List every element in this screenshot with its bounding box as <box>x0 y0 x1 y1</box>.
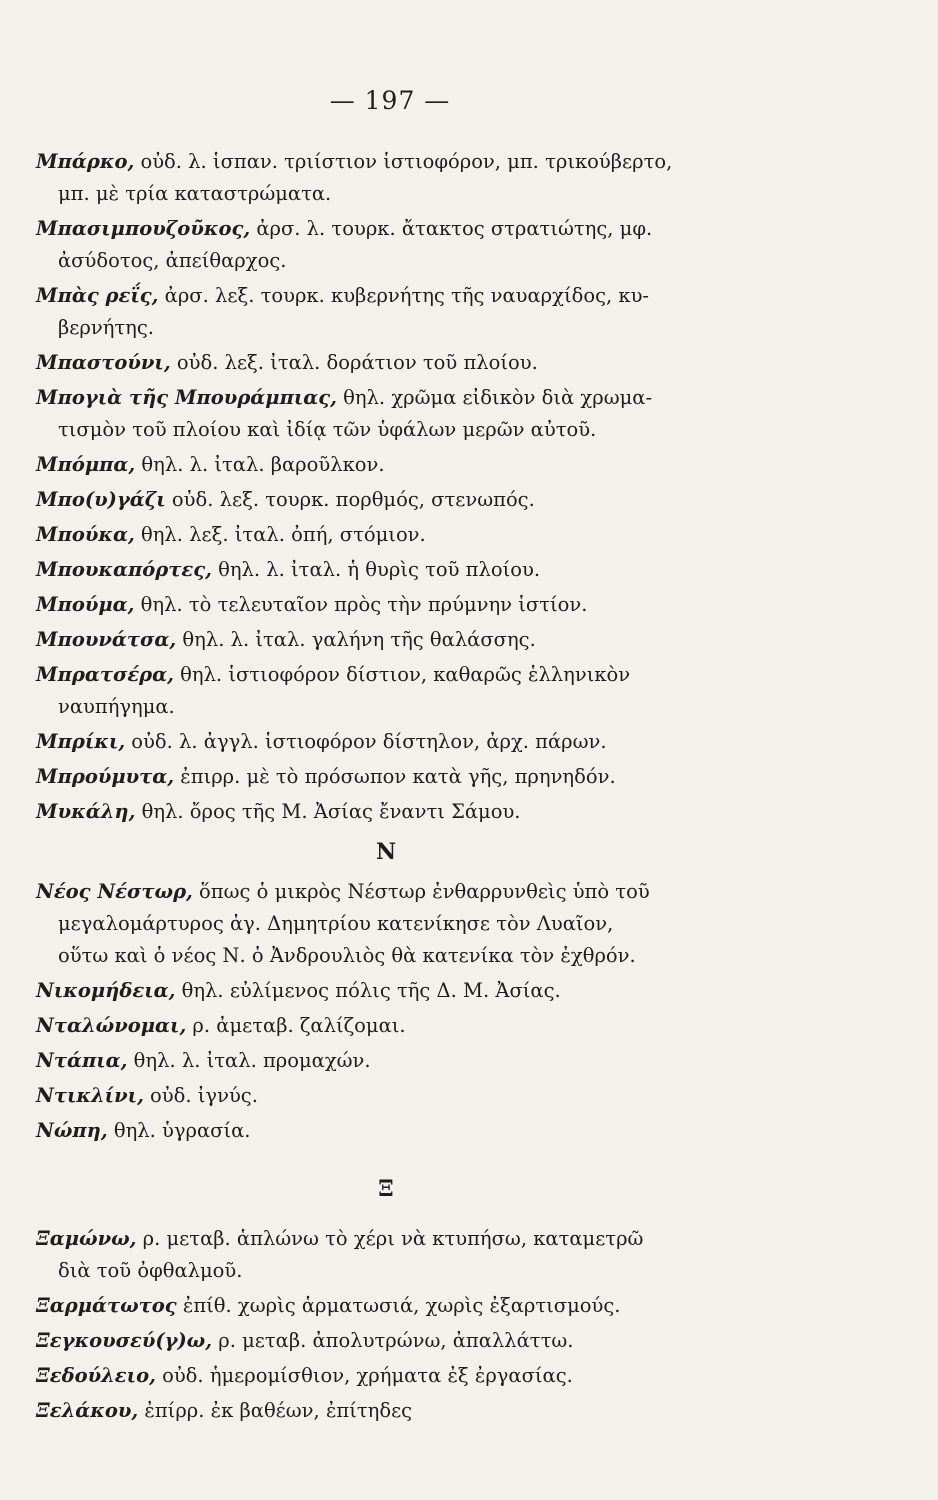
entry-definition: ρ. μεταβ. ἀπολυτρώνω, ἀπαλλάττω. <box>212 1329 574 1352</box>
dictionary-entry <box>36 761 776 793</box>
entry-definition: θηλ. λεξ. ἰταλ. ὀπή, στόμιον. <box>134 523 426 546</box>
entry-definition: ἀρσ. λεξ. τουρκ. κυβερνήτης τῆς ναυαρχίδος, κυ- <box>158 284 650 307</box>
dictionary-entry <box>36 449 776 481</box>
entry-definition: θηλ. ὑγρασία. <box>107 1119 251 1142</box>
entry-definition: οὐδ. ἡμερομίσθιον, χρήματα ἐξ ἐργασίας. <box>155 1364 573 1387</box>
dictionary-entry <box>36 1010 776 1042</box>
entry-definition-continued: ναυπήγημα. <box>58 695 175 718</box>
dictionary-entry <box>36 146 776 210</box>
entry-definition-continued: τισμὸν τοῦ πλοίου καὶ ἰδίᾳ τῶν ὑφάλων μερῶν αὐτοῦ. <box>58 418 597 441</box>
entry-definition: ἐπιρρ. μὲ τὸ πρόσωπον κατὰ γῆς, πρηνηδόν. <box>174 765 616 788</box>
entry-headword: Μπὰς ρεΐς, <box>36 284 159 307</box>
dictionary-entry <box>36 519 776 551</box>
entry-headword: Νέος Νέστωρ, <box>36 880 193 903</box>
entry-headword: Μπογιὰ τῆς Μπουράμπιας, <box>36 386 337 409</box>
dictionary-entry <box>36 975 776 1007</box>
dictionary-entry <box>36 484 776 516</box>
section-xi-entries <box>36 1223 776 1427</box>
entry-definition-continued: οὕτω καὶ ὁ νέος Ν. ὁ Ἀνδρουλιὸς θὰ κατενίκα τὸν ἐχθρόν. <box>58 944 636 967</box>
entry-headword: Ντάπια, <box>36 1049 128 1072</box>
dictionary-entry <box>36 554 776 586</box>
entry-headword: Μπο(υ)γάζι <box>36 488 166 511</box>
entry-definition-continued: μπ. μὲ τρία καταστρώματα. <box>58 182 332 205</box>
entry-headword: Μπρατσέρα, <box>36 663 174 686</box>
entry-definition: οὐδ. ἰγνύς. <box>143 1084 258 1107</box>
entry-headword: Νώπη, <box>36 1119 108 1142</box>
entry-definition: ἀρσ. λ. τουρκ. ἄτακτος στρατιώτης, μφ. <box>250 217 653 240</box>
entry-definition-continued: βερνήτης. <box>58 316 154 339</box>
dictionary-entry <box>36 624 776 656</box>
dictionary-entry <box>36 1223 776 1287</box>
entry-headword: Μπουκαπόρτες, <box>36 558 212 581</box>
entry-headword: Νικομήδεια, <box>36 979 176 1002</box>
dictionary-entry <box>36 1115 776 1147</box>
entry-headword: Ξεγκουσεύ(γ)ω, <box>36 1329 213 1352</box>
dictionary-entry <box>36 1325 776 1357</box>
entry-definition: θηλ. λ. ἰταλ. γαλήνη τῆς θαλάσσης. <box>176 628 536 651</box>
entry-definition: θηλ. λ. ἰταλ. βαροῦλκον. <box>135 453 385 476</box>
entry-headword: Μπουνάτσα, <box>36 628 177 651</box>
entry-definition: θηλ. χρῶμα εἰδικὸν διὰ χρωμα- <box>336 386 653 409</box>
dictionary-entry <box>36 876 776 972</box>
section-n-entries <box>36 876 776 1147</box>
entry-headword: Μπαστούνι, <box>36 351 171 374</box>
entry-headword: Νταλώνομαι, <box>36 1014 187 1037</box>
entry-definition: ἐπίθ. χωρὶς ἁρματωσιά, χωρὶς ἐξαρτισμούς. <box>176 1294 621 1317</box>
section-m-entries <box>36 146 776 828</box>
entry-headword: Μπάρκο, <box>36 150 135 173</box>
entry-definition: οὐδ. λ. ἀγγλ. ἱστιοφόρον δίστηλον, ἀρχ. πάρων. <box>125 730 607 753</box>
dictionary-entry <box>36 589 776 621</box>
entry-headword: Μπρίκι, <box>36 730 126 753</box>
dictionary-entry <box>36 1045 776 1077</box>
section-letter-xi: Ξ <box>378 1176 394 1202</box>
entry-definition: θηλ. εὐλίμενος πόλις τῆς Δ. Μ. Ἀσίας. <box>175 979 561 1002</box>
entry-headword: Ξεδούλειο, <box>36 1364 156 1387</box>
entry-headword: Μυκάλη, <box>36 800 136 823</box>
dictionary-entry <box>36 796 776 828</box>
entry-definition: θηλ. λ. ἰταλ. ἡ θυρὶς τοῦ πλοίου. <box>211 558 541 581</box>
entry-headword: Ξελάκου, <box>36 1399 139 1422</box>
entry-headword: Μπόμπα, <box>36 453 136 476</box>
dictionary-entry <box>36 280 776 344</box>
dictionary-entry <box>36 1395 776 1427</box>
entry-definition: οὐδ. λ. ἱσπαν. τριίστιον ἱστιοφόρον, μπ. τρικούβερτο, <box>134 150 673 173</box>
entry-definition: ρ. ἀμεταβ. ζαλίζομαι. <box>186 1014 406 1037</box>
entry-definition: ὅπως ὁ μικρὸς Νέστωρ ἐνθαρρυνθεὶς ὑπὸ τοῦ <box>192 880 650 903</box>
entry-headword: Μπούκα, <box>36 523 135 546</box>
dictionary-entry <box>36 726 776 758</box>
dictionary-entry <box>36 382 776 446</box>
entry-headword: Ξαρμάτωτος <box>36 1294 177 1317</box>
dictionary-entry <box>36 347 776 379</box>
entry-definition-continued: μεγαλομάρτυρος ἁγ. Δημητρίου κατενίκησε τὸν Λυαῖον, <box>58 912 614 935</box>
entry-definition: θηλ. λ. ἰταλ. προμαχών. <box>127 1049 371 1072</box>
entry-definition-continued: ἀσύδοτος, ἀπείθαρχος. <box>58 249 287 272</box>
dictionary-entry <box>36 1080 776 1112</box>
entry-definition-continued: διὰ τοῦ ὀφθαλμοῦ. <box>58 1259 243 1282</box>
dictionary-entry <box>36 213 776 277</box>
entry-definition: ρ. μεταβ. ἁπλώνω τὸ χέρι νὰ κτυπήσω, καταμετρῶ <box>136 1227 644 1250</box>
entry-definition: θηλ. ἱστιοφόρον δίστιον, καθαρῶς ἑλληνικὸν <box>173 663 631 686</box>
page-number: — 197 — <box>329 86 451 115</box>
entry-definition: ἐπίρρ. ἐκ βαθέων, ἐπίτηδες <box>138 1399 413 1422</box>
entry-headword: Μπρούμυτα, <box>36 765 175 788</box>
entry-definition: οὐδ. λεξ. τουρκ. πορθμός, στενωπός. <box>165 488 535 511</box>
entries-list <box>36 146 776 1430</box>
section-letter-n: Ν <box>375 839 397 865</box>
dictionary-entry <box>36 1290 776 1322</box>
dictionary-entry <box>36 659 776 723</box>
dictionary-entry <box>36 1360 776 1392</box>
entry-headword: Ξαμώνω, <box>36 1227 137 1250</box>
entry-definition: θηλ. ὄρος τῆς Μ. Ἀσίας ἔναντι Σάμου. <box>135 800 521 823</box>
entry-headword: Μπασιμπουζοῦκος, <box>36 217 251 240</box>
entry-headword: Μπούμα, <box>36 593 135 616</box>
entry-definition: θηλ. τὸ τελευταῖον πρὸς τὴν πρύμνην ἱστίον. <box>134 593 588 616</box>
entry-definition: οὐδ. λεξ. ἰταλ. δοράτιον τοῦ πλοίου. <box>170 351 538 374</box>
entry-headword: Ντικλίνι, <box>36 1084 144 1107</box>
